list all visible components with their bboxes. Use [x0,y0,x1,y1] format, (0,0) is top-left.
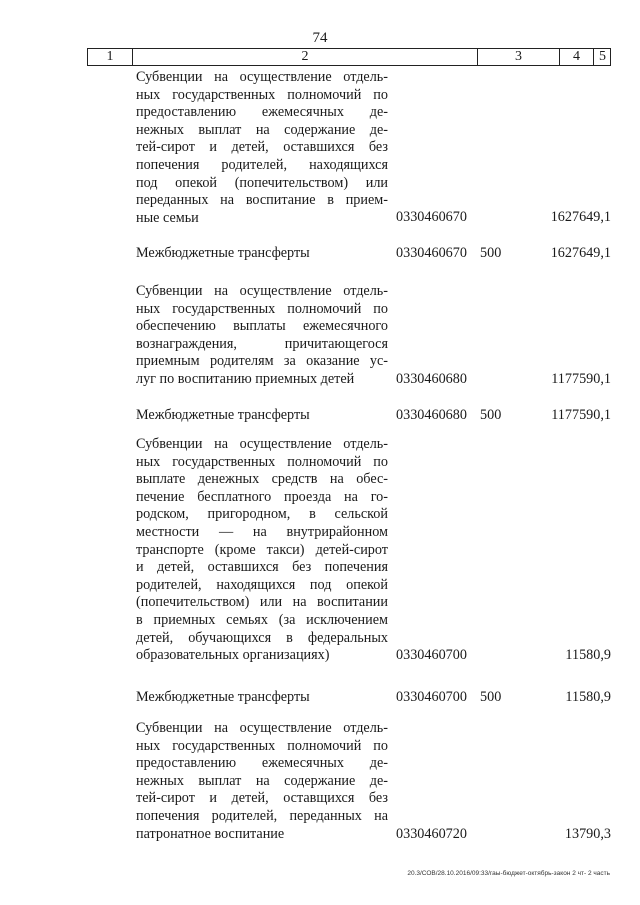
row-code: 0330460680 [396,371,467,387]
row-code: 0330460670 [396,209,467,225]
page-number: 74 [312,30,328,46]
transfer-label: Межбюджетные трансферты [136,407,310,423]
row-amount: 1177590,1 [551,371,611,387]
row-description: Субвенции на осуществление отдель- ных государственных полномочий по предоставлению ежемесячных де- нежных выплат на содержание де- тей-сирот и детей, оставщихся без попечения родителей, переданных на патронатное воспитание [136,720,388,842]
row-amount: 11580,9 [565,647,611,663]
row-code: 0330460720 [396,826,467,842]
row-amount: 1627649,1 [550,209,611,225]
header-cell-4: 4 [560,49,594,65]
row-expense-type: 500 [480,689,502,705]
row-amount: 13790,3 [564,826,611,842]
row-code: 0330460700 [396,647,467,663]
row-amount: 1627649,1 [550,245,611,261]
row-code: 0330460700 [396,689,467,705]
row-expense-type: 500 [480,407,502,423]
row-expense-type: 500 [480,245,502,261]
transfer-label: Межбюджетные трансферты [136,689,310,705]
row-amount: 1177590,1 [551,407,611,423]
footer-note: 20.3/СОВ/28.10.2016/09:33/гаы-бюджет-октябрь-закон 2 чт- 2 часть [407,870,610,877]
header-cell-1: 1 [88,49,133,65]
header-cell-3: 3 [478,49,560,65]
row-description: Субвенции на осуществление отдель- ных государственных полномочий по выплате денежных средств на обес- печение бесплатного проезда на го- родском, пригородном, в сельской местности — на внутрирайонном транспорте (кроме такси) детей-сирот и детей, оставшихся без попечения родителей, находящихся под опекой (попечительством) или на воспитании в приемных семьях (за исключением детей, обучающихся в федеральных образовательных организациях) [136,436,388,664]
row-code: 0330460680 [396,407,467,423]
header-cell-2: 2 [133,49,478,65]
row-description: Субвенции на осуществление отдель- ных государственных полномочий по предоставлению ежемесячных де- нежных выплат на содержание де- тей-сирот и детей, оставшихся без попечения родителей, находящихся под опекой (попечительством) или переданных на воспитание в прием- ные семьи [136,69,388,226]
transfer-label: Межбюджетные трансферты [136,245,310,261]
row-code: 0330460670 [396,245,467,261]
header-cell-5: 5 [599,49,606,64]
table-header-row [87,48,611,66]
row-description: Субвенции на осуществление отдель- ных государственных полномочий по обеспечению выплаты ежемесячного вознаграждения, причитающегося приемным родителям за оказание ус- луг по воспитанию приемных детей [136,283,388,387]
row-amount: 11580,9 [565,689,611,705]
